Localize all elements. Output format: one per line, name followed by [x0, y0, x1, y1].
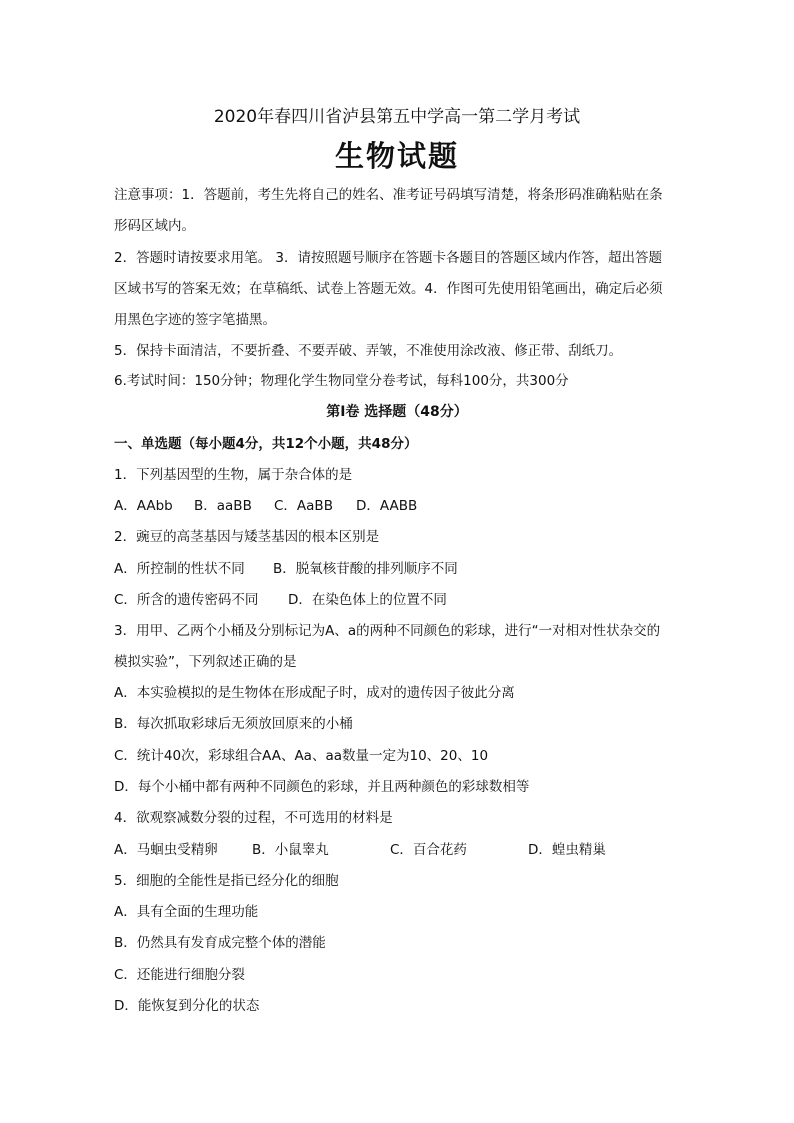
q4-option-d[interactable]: D．蝗虫精巢 — [528, 842, 606, 858]
section-title: 第Ⅰ卷 选择题（48分） — [326, 404, 468, 420]
question-3-stem-line1: 3．用甲、乙两个小桶及分别标记为A、a的两种不同颜色的彩球，进行“一对相对性状杂交的 — [114, 623, 661, 639]
notes-line-2: 形码区域内。 — [114, 218, 195, 234]
q5-option-d[interactable]: D．能恢复到分化的状态 — [114, 998, 260, 1014]
q3-option-d[interactable]: D．每个小桶中都有两种不同颜色的彩球，并且两种颜色的彩球数相等 — [114, 779, 530, 795]
notes-line-1: 注意事项：1．答题前，考生先将自己的姓名、准考证号码填写清楚，将条形码准确粘贴在条 — [114, 187, 663, 203]
question-4-options — [114, 841, 606, 859]
q2-option-a[interactable]: A．所控制的性状不同 — [114, 561, 245, 577]
notes-line-4: 区域书写的答案无效；在草稿纸、试卷上答题无效。4．作图可先使用铅笔画出，确定后必须 — [114, 281, 663, 297]
q2-option-c[interactable]: C．所含的遗传密码不同 — [114, 592, 259, 608]
exam-name: 2020年春四川省泸县第五中学高一第二学月考试 — [213, 107, 581, 127]
q1-option-c[interactable]: C．AaBB — [274, 498, 333, 514]
notes-line-7: 6.考试时间：150分钟；物理化学生物同堂分卷考试，每科100分，共300分 — [114, 373, 569, 389]
section-subtitle: 一、单选题（每小题4分，共12个小题，共48分） — [114, 436, 418, 452]
q3-option-b[interactable]: B．每次抓取彩球后无须放回原来的小桶 — [114, 716, 353, 732]
question-5-stem: 5．细胞的全能性是指已经分化的细胞 — [114, 873, 339, 889]
question-2-options-row1 — [114, 560, 458, 578]
q5-option-b[interactable]: B．仍然具有发育成完整个体的潜能 — [114, 935, 326, 951]
q3-option-c[interactable]: C．统计40次，彩球组合AA、Aa、aa数量一定为10、20、10 — [114, 748, 489, 764]
question-1-stem: 1．下列基因型的生物，属于杂合体的是 — [114, 467, 353, 483]
notes-line-3: 2．答题时请按要求用笔。 3．请按照题号顺序在答题卡各题目的答题区域内作答，超出答题 — [114, 250, 662, 266]
question-2-options-row2 — [114, 591, 447, 609]
question-4-stem: 4．欲观察减数分裂的过程，不可选用的材料是 — [114, 810, 393, 826]
q5-option-a[interactable]: A．具有全面的生理功能 — [114, 904, 259, 920]
q1-option-d[interactable]: D．AABB — [356, 498, 418, 514]
q1-option-a[interactable]: A．AAbb — [114, 498, 173, 514]
q2-option-b[interactable]: B．脱氧核苷酸的排列顺序不同 — [273, 561, 458, 577]
q2-option-d[interactable]: D．在染色体上的位置不同 — [288, 592, 447, 608]
question-3-stem-line2: 模拟实验”，下列叙述正确的是 — [114, 654, 297, 670]
q4-option-b[interactable]: B．小鼠睾丸 — [252, 842, 329, 858]
q3-option-a[interactable]: A．本实验模拟的是生物体在形成配子时，成对的遗传因子彼此分离 — [114, 685, 515, 701]
question-2-stem: 2．豌豆的高茎基因与矮茎基因的根本区别是 — [114, 529, 380, 545]
question-1-options — [114, 497, 417, 515]
q4-option-c[interactable]: C．百合花药 — [390, 842, 467, 858]
q4-option-a[interactable]: A．马蛔虫受精卵 — [114, 842, 218, 858]
notes-line-5: 用黑色字迹的签字笔描黑。 — [114, 312, 276, 328]
subject-title: 生物试题 — [334, 139, 459, 173]
q1-option-b[interactable]: B．aaBB — [194, 498, 252, 514]
q5-option-c[interactable]: C．还能进行细胞分裂 — [114, 967, 245, 983]
notes-line-6: 5．保持卡面清洁，不要折叠、不要弄破、弄皱，不准使用涂改液、修正带、刮纸刀。 — [114, 343, 623, 359]
